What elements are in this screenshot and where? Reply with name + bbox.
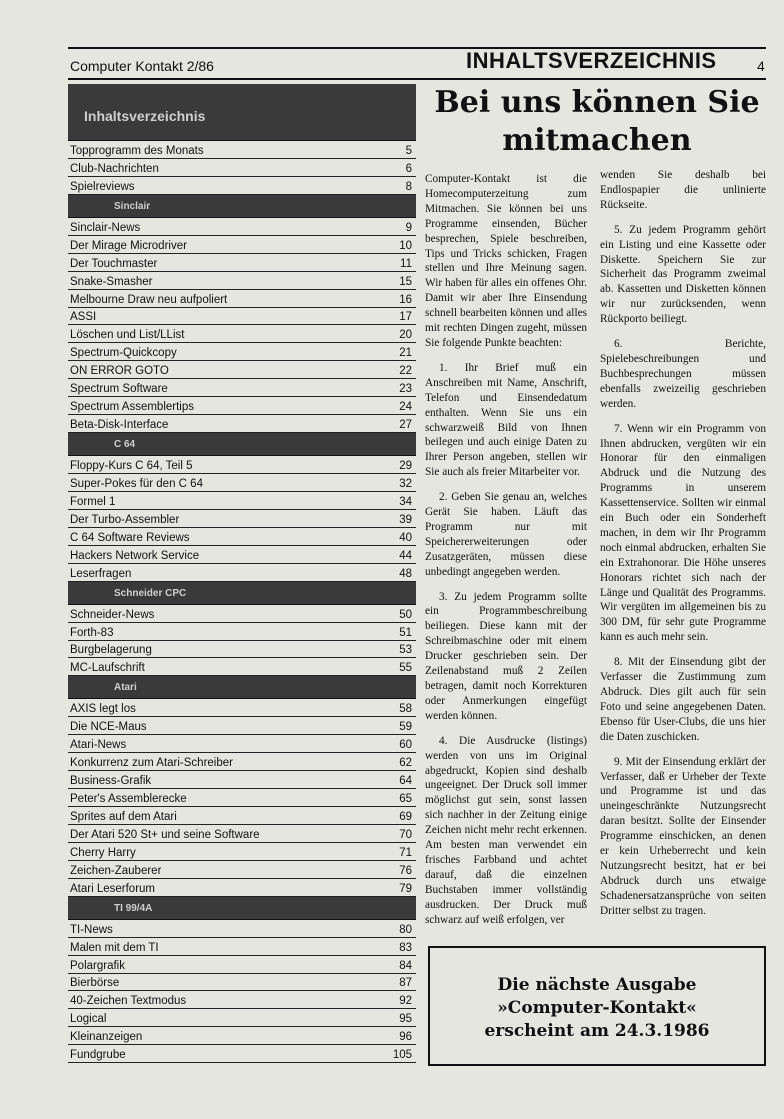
toc-entry-title: ON ERROR GOTO	[70, 365, 169, 378]
toc-entry-title: Spectrum Software	[70, 383, 168, 396]
toc-entry	[68, 308, 416, 326]
toc-entry	[68, 379, 416, 397]
toc-entry	[68, 456, 416, 474]
toc-entry-page: 24	[399, 401, 412, 414]
toc-entry-page: 65	[399, 793, 412, 805]
toc-section-header: TI 99/4A	[68, 897, 416, 920]
toc-entry-title: Atari Leserforum	[70, 882, 156, 895]
toc-entry-title: Die NCE-Maus	[70, 721, 147, 734]
section-title: INHALTSVERZEICHNIS	[466, 48, 717, 73]
next-issue-notice	[428, 946, 766, 1066]
toc-entry-page: 80	[399, 923, 412, 936]
toc-entry	[68, 528, 416, 546]
toc-entry-title: Zeichen-Zauberer	[70, 864, 162, 877]
toc-entry-page: 62	[399, 757, 412, 770]
toc-entry	[68, 361, 416, 379]
toc-entry-title: Topprogramm des Monats	[70, 144, 204, 157]
header-rule	[68, 78, 766, 80]
toc-entry-title: Der Touchmaster	[70, 257, 158, 270]
toc-entry-title: Burgbelagerung	[70, 644, 152, 657]
toc-entry	[68, 843, 416, 861]
toc-entry-title: Spectrum-Quickcopy	[70, 347, 177, 360]
toc-entry-page: 22	[399, 365, 412, 378]
toc-entry-title: Der Turbo-Assembler	[70, 513, 180, 526]
toc-entry-title: Business-Grafik	[70, 775, 152, 788]
article-paragraph: 8. Mit der Einsendung gibt der Verfasser die Zustimmung zum Abdruck. Dies gilt auch für sein Foto und seine angegebenen Daten. Ebenso für User-Clubs, die uns hier die Daten zuschicken.	[600, 656, 766, 743]
toc-entry-title: C 64 Software Reviews	[70, 531, 190, 544]
toc-entry	[68, 920, 416, 938]
toc-entry	[68, 325, 416, 343]
toc-entry-page: 21	[399, 347, 412, 360]
toc-entry-title: Hackers Network Service	[70, 549, 200, 562]
toc-entry	[68, 564, 416, 582]
toc-entry-title: Der Mirage Microdriver	[70, 239, 187, 252]
toc-entry-title: Bierbörse	[70, 977, 120, 990]
toc-entry-page: 10	[399, 239, 412, 252]
article-paragraph: Computer-Kontakt ist die Homecomputerzeitung zum Mitmachen. Sie können bei uns Programme einsenden, Bücher besprechen, Spiele beschreiben, Tips und Tricks schicken, Fragen stellen und Ihre Meinung sagen. Wir haben für alles ein offenes Ohr. Damit wir aber Ihre Einsendung schnell bearbeiten können und alles mit rechten Dingen zugeht, müssen Sie folgende Punkte beachten:	[425, 173, 587, 349]
toc-entry-page: 15	[399, 275, 412, 288]
toc-entry-title: Formel 1	[70, 495, 116, 508]
article-paragraph: 7. Wenn wir ein Programm von Ihnen abdrucken, vergüten wir ein Honorar für den einmaligen Abdruck und die Nutzung des Programms in unserem Kassettenservice. Sollten wir einmal ein Buch oder ein Sonderheft machen, in dem wir Ihr Programm noch einmal abdrucken, erhalten Sie ein Extrahonorar. Die Höhe unseres Honorars richtet sich nach der Länge und Qualität des Programms. Wir vergüten im allgemeinen bis zu 300 DM, für sehr gute Programme kann es auch mehr sein.	[600, 422, 766, 644]
toc-entry	[68, 807, 416, 825]
toc-entry	[68, 938, 416, 956]
page-number: 4	[757, 58, 765, 74]
toc-entry-page: 5	[405, 144, 412, 157]
toc-entry-page: 6	[405, 162, 412, 175]
toc-entry-page: 29	[399, 460, 412, 472]
toc-entry-page: 53	[399, 644, 412, 657]
toc-entry-page: 96	[399, 1031, 412, 1044]
toc-entry	[68, 177, 416, 195]
toc-entry	[68, 699, 416, 717]
toc-entry	[68, 510, 416, 528]
toc-entry-page: 59	[399, 721, 412, 734]
toc-entry	[68, 290, 416, 308]
toc-entry	[68, 141, 416, 159]
article-paragraph: wenden Sie deshalb bei Endlospapier die unlinierte Rückseite.	[600, 169, 766, 211]
toc-entry-page: 44	[399, 549, 412, 562]
toc-entry-title: Polargrafik	[70, 959, 125, 972]
toc-entry-page: 84	[399, 959, 412, 972]
toc-entry-page: 105	[392, 1049, 412, 1062]
toc-entry-page: 34	[399, 495, 412, 508]
toc-entry	[68, 474, 416, 492]
toc-entry-page: 40	[399, 531, 412, 544]
notice-line-2: »Computer-Kontakt«	[497, 998, 697, 1018]
toc-entry-page: 95	[399, 1013, 412, 1026]
toc-entry	[68, 753, 416, 771]
toc-entry-title: Fundgrube	[70, 1049, 126, 1062]
toc-entry	[68, 974, 416, 992]
toc-entry-title: ASSI	[70, 311, 97, 324]
toc-entry-page: 79	[399, 882, 412, 895]
notice-line-3: erscheint am 24.3.1986	[484, 1021, 710, 1041]
toc-entry-page: 69	[399, 810, 412, 823]
toc-entry	[68, 159, 416, 177]
toc-entry-page: 83	[399, 941, 412, 954]
toc-entry-title: AXIS legt los	[70, 703, 136, 716]
toc-entry-title: Beta-Disk-Interface	[70, 419, 169, 432]
toc-entry-page: 32	[399, 477, 412, 490]
toc-entry-page: 11	[400, 257, 412, 270]
toc-entry-title: Sinclair-News	[70, 221, 141, 234]
toc-entry	[68, 771, 416, 789]
toc-entry	[68, 825, 416, 843]
toc-entry-title: Melbourne Draw neu aufpoliert	[70, 293, 228, 306]
toc-entry	[68, 1027, 416, 1045]
toc-entry-page: 71	[399, 846, 412, 859]
toc-entry	[68, 735, 416, 753]
toc-entry-title: Super-Pokes für den C 64	[70, 477, 203, 490]
toc-entry	[68, 492, 416, 510]
table-of-contents	[68, 84, 416, 1063]
toc-entry	[68, 415, 416, 433]
toc-entry-page: 48	[399, 567, 412, 580]
article-paragraph: 6. Berichte, Spielebeschreibungen und Buchbesprechungen müssen ebenfalls zweizeilig geschrieben werden.	[600, 338, 766, 410]
toc-entry	[68, 397, 416, 415]
toc-section-header: C 64	[68, 433, 416, 456]
toc-entry-page: 16	[399, 293, 412, 306]
toc-entry-page: 9	[405, 221, 412, 234]
toc-entry	[68, 236, 416, 254]
toc-entry	[68, 1009, 416, 1027]
article-paragraph: 5. Zu jedem Programm gehört ein Listing und eine Kassette oder Diskette. Speichern Sie zur Sicherheit das Programm zweimal ab. Kassetten und Disketten können wir nur zurücksenden, wenn Rückporto beiliegt.	[600, 223, 766, 326]
article-column-1	[425, 172, 587, 938]
toc-entry-title: Der Atari 520 St+ und seine Software	[70, 828, 260, 841]
toc-entry-title: Club-Nachrichten	[70, 162, 159, 175]
article-column-2	[600, 168, 766, 929]
toc-entry-page: 55	[399, 662, 412, 675]
toc-entry	[68, 956, 416, 974]
toc-section-header: Atari	[68, 676, 416, 699]
toc-entry-title: 40-Zeichen Textmodus	[70, 995, 187, 1008]
toc-entry-page: 39	[399, 513, 412, 526]
toc-entry	[68, 879, 416, 897]
toc-entry-page: 64	[399, 775, 412, 788]
toc-entry-title: Logical	[70, 1013, 107, 1026]
toc-entry	[68, 658, 416, 676]
article-paragraph: 3. Zu jedem Programm sollte ein Programmbeschreibung beiliegen. Diese kann mit der Schreibmaschine oder mit einem Drucker geschrieben sein. Der Zeilenabstand muß 2 Zeilen betragen, damit noch Korrekturen oder Anmerkungen eingefügt werden können.	[425, 590, 587, 722]
toc-section-header: Sinclair	[68, 195, 416, 218]
toc-entry-page: 17	[399, 311, 412, 324]
article-paragraph: 9. Mit der Einsendung erklärt der Verfasser, daß er Urheber der Texte und Programme ist und das uneingeschränkte Nutzungsrecht daran besitzt. Sollte der Einsender Programme einschicken, an denen er kein Urheberrecht und kein Nutzungsrecht besitzt, hat er bei Abdruck durch uns etwaige Schadenersatzansprüche von seiten Dritter selbst zu tragen.	[600, 755, 766, 917]
toc-entry	[68, 623, 416, 641]
toc-entry-page: 27	[399, 419, 412, 432]
toc-section-header: Schneider CPC	[68, 582, 416, 605]
toc-entry-page: 50	[399, 608, 412, 621]
toc-entry-title: Snake-Smasher	[70, 275, 153, 288]
toc-entry	[68, 861, 416, 879]
toc-entry-page: 70	[399, 828, 412, 841]
toc-entry-title: Konkurrenz zum Atari-Schreiber	[70, 757, 233, 770]
toc-entry-page: 20	[399, 329, 412, 342]
toc-entry	[68, 1045, 416, 1063]
article-headline: Bei uns können Sie mitmachen	[434, 85, 760, 158]
toc-entry-title: Sprites auf dem Atari	[70, 810, 177, 823]
toc-entry-page: 76	[399, 864, 412, 877]
toc-entry-title: Malen mit dem TI	[70, 941, 159, 954]
toc-entry-title: Löschen und List/LList	[70, 329, 185, 342]
toc-entry-title: Atari-News	[70, 739, 127, 752]
article-paragraph: 4. Die Ausdrucke (listings) werden von uns im Original abgedruckt, Kopien sind deshalb ungeeignet. Der Druck soll immer möglichst gut sein, sonst lassen sich nachher in der Zeitung einige Zeichen nicht mehr recht erkennen. Am besten man verwendet ein frisches Farbband und achtet darauf, daß die einzelnen Buchstaben immer vollständig ausdrucken. Der Druck muß schwarz auf weiß erfolgen, ver	[425, 734, 587, 926]
publication-name: Computer Kontakt 2/86	[70, 58, 214, 74]
toc-entry-title: Cherry Harry	[70, 846, 136, 859]
notice-line-1: Die nächste Ausgabe	[497, 975, 697, 995]
toc-entry-title: Kleinanzeigen	[70, 1031, 143, 1044]
toc-entry	[68, 218, 416, 236]
toc-entry-title: MC-Laufschrift	[70, 662, 145, 675]
toc-entry	[68, 641, 416, 659]
toc-entry-page: 87	[399, 977, 412, 990]
toc-entry	[68, 254, 416, 272]
toc-entry	[68, 717, 416, 735]
toc-entry-title: TI-News	[70, 923, 113, 936]
toc-entry-title: Floppy-Kurs C 64, Teil 5	[70, 460, 193, 472]
toc-entry	[68, 272, 416, 290]
toc-entry-title: Spielreviews	[70, 180, 135, 193]
toc-entry-page: 92	[399, 995, 412, 1008]
toc-section-header: Inhaltsverzeichnis	[68, 84, 416, 141]
toc-entry	[68, 343, 416, 361]
toc-entry-title: Forth-83	[70, 626, 114, 639]
toc-entry	[68, 991, 416, 1009]
toc-entry	[68, 605, 416, 623]
toc-entry-page: 58	[399, 703, 412, 716]
toc-entry-title: Peter's Assemblerecke	[70, 793, 187, 805]
article-paragraph: 1. Ihr Brief muß ein Anschreiben mit Name, Anschrift, Telefon und Einsendedatum enthalten. Wenn Sie uns ein schwarzweiß Bild von Ihnen beilegen und auch einige Daten zu Ihrer Person angeben, stellen wir Sie auch als freier Mitarbeiter vor.	[425, 361, 587, 479]
toc-entry-title: Spectrum Assemblertips	[70, 401, 194, 414]
toc-entry-page: 8	[405, 180, 412, 193]
toc-entry-page: 51	[399, 626, 412, 639]
toc-entry-page: 23	[399, 383, 412, 396]
toc-entry-title: Leserfragen	[70, 567, 132, 580]
toc-entry-title: Schneider-News	[70, 608, 155, 621]
toc-entry	[68, 789, 416, 807]
article-paragraph: 2. Geben Sie genau an, welches Gerät Sie haben. Läuft das Programm nur mit Speichererweiterungen oder Zusatzgeräten, müssen diese unbedingt angegeben werden.	[425, 491, 587, 578]
toc-entry-page: 60	[399, 739, 412, 752]
toc-entry	[68, 546, 416, 564]
